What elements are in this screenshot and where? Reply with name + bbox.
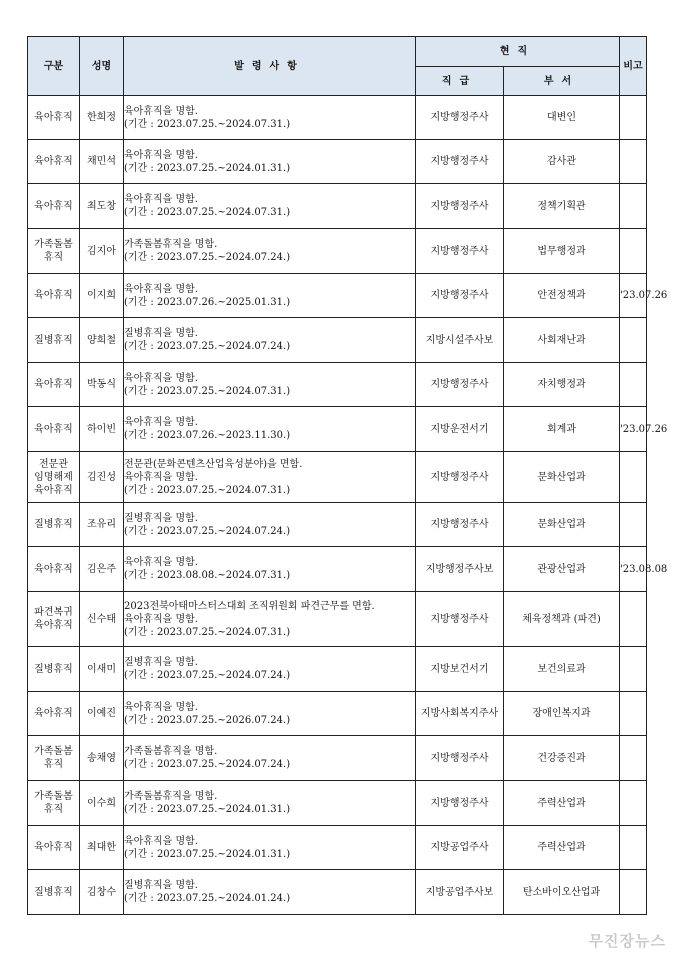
category-line: 파견복귀 [34, 607, 73, 618]
cell-department: 탄소바이오산업과 [504, 870, 620, 915]
cell-name: 채민석 [80, 140, 124, 184]
cell-rank: 지방시설주사보 [416, 318, 504, 363]
cell-department: 자치행정과 [504, 363, 620, 407]
cell-department: 건강증진과 [504, 736, 620, 781]
cell-category [28, 592, 80, 647]
header-order: 발령사항 [124, 37, 416, 96]
cell-category [28, 318, 80, 363]
cell-note [620, 592, 647, 647]
category-line: 휴직 [43, 759, 64, 770]
cell-name: 조유리 [80, 503, 124, 547]
category-line: 전문관 [39, 458, 68, 470]
cell-order [124, 229, 416, 274]
cell-rank: 지방행정주사 [416, 592, 504, 647]
order-line: (기간 : 2023.07.25.~2024.01.31.) [124, 804, 291, 815]
table-row [28, 781, 647, 826]
cell-order [124, 503, 416, 547]
order-line: 육아휴직을 명함. [124, 835, 198, 847]
category-line: 가족돌봄 [34, 746, 73, 757]
cell-department: 법무행정과 [504, 229, 620, 274]
cell-note [620, 229, 647, 274]
table-row [28, 647, 647, 692]
cell-category [28, 140, 80, 184]
cell-note [620, 870, 647, 915]
header-current-position: 현직 [416, 37, 620, 67]
cell-rank: 지방사회복지주사 [416, 692, 504, 736]
cell-department: 회계과 [504, 407, 620, 452]
cell-name: 하이빈 [80, 407, 124, 452]
cell-name: 양희철 [80, 318, 124, 363]
table-row [28, 363, 647, 407]
cell-name: 최도창 [80, 184, 124, 229]
cell-department: 장애인복지과 [504, 692, 620, 736]
cell-note [620, 781, 647, 826]
cell-name: 박동식 [80, 363, 124, 407]
cell-rank: 지방공업주사 [416, 826, 504, 870]
category-line: 육아휴직 [34, 112, 73, 123]
cell-order [124, 184, 416, 229]
order-line: (기간 : 2023.08.08.~2024.07.31.) [124, 570, 291, 581]
cell-category [28, 363, 80, 407]
cell-name: 김은주 [80, 547, 124, 592]
cell-note [620, 452, 647, 503]
cell-rank: 지방공업주사보 [416, 870, 504, 915]
category-line: 휴직 [43, 804, 64, 815]
order-line: 육아휴직을 명함. [124, 613, 198, 625]
cell-note [620, 503, 647, 547]
order-line: (기간 : 2023.07.25.~2024.01.31.) [124, 848, 291, 860]
cell-name: 이수희 [80, 781, 124, 826]
cell-rank: 지방행정주사 [416, 96, 504, 140]
news-watermark: 무진장뉴스 [588, 932, 666, 950]
table-row [28, 229, 647, 274]
cell-category [28, 870, 80, 915]
cell-department: 보건의료과 [504, 647, 620, 692]
cell-note [620, 184, 647, 229]
cell-category [28, 184, 80, 229]
order-line: (기간 : 2023.07.25.~2024.07.31.) [124, 484, 291, 496]
cell-order [124, 274, 416, 318]
cell-department: 안전정책과 [504, 274, 620, 318]
cell-name: 김창수 [80, 870, 124, 915]
table-row [28, 274, 647, 318]
cell-rank: 지방행정주사 [416, 184, 504, 229]
order-line: (기간 : 2023.07.25.~2024.07.31.) [124, 118, 291, 130]
table-row [28, 503, 647, 547]
cell-department: 체육정책과 (파견) [504, 592, 620, 647]
cell-rank: 지방행정주사보 [416, 547, 504, 592]
table-row [28, 407, 647, 452]
category-line: 육아휴직 [34, 200, 73, 212]
order-line: 육아휴직을 명함. [124, 372, 198, 384]
cell-order [124, 647, 416, 692]
cell-name: 한희정 [80, 96, 124, 140]
order-line: (기간 : 2023.07.25.~2024.07.24.) [124, 252, 291, 263]
cell-order [124, 452, 416, 503]
table-row [28, 184, 647, 229]
cell-department: 사회재난과 [504, 318, 620, 363]
order-line: (기간 : 2023.07.25.~2024.07.24.) [124, 341, 291, 352]
order-line: (기간 : 2023.07.25.~2024.07.31.) [124, 626, 291, 638]
cell-category [28, 736, 80, 781]
cell-name: 김지아 [80, 229, 124, 274]
order-line: 육아휴직을 명함. [124, 701, 198, 713]
order-line: (기간 : 2023.07.26.~2023.11.30.) [124, 430, 291, 441]
cell-rank: 지방행정주사 [416, 503, 504, 547]
cell-note [620, 318, 647, 363]
cell-category [28, 547, 80, 592]
cell-order [124, 781, 416, 826]
cell-note [620, 140, 647, 184]
category-line: 휴직 [43, 252, 64, 263]
cell-category [28, 503, 80, 547]
category-line: 질병휴직 [34, 334, 73, 346]
cell-note: '23.08.08 [620, 547, 647, 592]
cell-category [28, 274, 80, 318]
category-line: 육아휴직 [34, 423, 73, 435]
cell-department: 문화산업과 [504, 503, 620, 547]
cell-rank: 지방운전서기 [416, 407, 504, 452]
cell-order [124, 547, 416, 592]
order-line: 전문관(문화콘텐츠산업육성분야)을 면함. [124, 458, 303, 470]
cell-rank: 지방행정주사 [416, 140, 504, 184]
cell-order [124, 692, 416, 736]
cell-rank: 지방행정주사 [416, 452, 504, 503]
table-row [28, 318, 647, 363]
table-row [28, 592, 647, 647]
cell-order [124, 140, 416, 184]
cell-note [620, 692, 647, 736]
table-row [28, 96, 647, 140]
table-row [28, 140, 647, 184]
cell-rank: 지방행정주사 [416, 274, 504, 318]
cell-order [124, 318, 416, 363]
order-line: (기간 : 2023.07.26.~2025.01.31.) [124, 296, 291, 308]
category-line: 육아휴직 [34, 379, 73, 390]
table-row [28, 547, 647, 592]
order-line: 육아휴직을 명함. [124, 149, 198, 161]
cell-order [124, 363, 416, 407]
order-line: 가족돌봄휴직을 명함. [124, 791, 218, 802]
category-line: 질병휴직 [34, 663, 73, 675]
cell-order [124, 736, 416, 781]
cell-category [28, 229, 80, 274]
cell-category [28, 407, 80, 452]
cell-note [620, 363, 647, 407]
cell-note [620, 736, 647, 781]
order-line: (기간 : 2023.07.25.~2024.07.31.) [124, 207, 291, 218]
table-row [28, 870, 647, 915]
order-line: 질병휴직을 명함. [124, 512, 198, 524]
table-body [28, 96, 668, 915]
cell-name: 신수태 [80, 592, 124, 647]
cell-rank: 지방행정주사 [416, 363, 504, 407]
cell-order [124, 826, 416, 870]
category-line: 가족돌봄 [34, 239, 73, 250]
cell-category [28, 452, 80, 503]
order-line: 육아휴직을 명함. [124, 194, 198, 205]
personnel-order-table [27, 36, 668, 915]
cell-category [28, 826, 80, 870]
category-line: 질병휴직 [34, 519, 73, 530]
order-line: (기간 : 2023.07.25.~2024.07.24.) [124, 759, 291, 770]
cell-name: 김진성 [80, 452, 124, 503]
cell-department: 문화산업과 [504, 452, 620, 503]
category-line: 육아휴직 [34, 156, 73, 167]
cell-order [124, 407, 416, 452]
header-category: 구분 [28, 37, 80, 96]
order-line: 질병휴직을 명함. [124, 657, 198, 668]
table-row [28, 452, 647, 503]
cell-department: 주력산업과 [504, 826, 620, 870]
cell-name: 송채영 [80, 736, 124, 781]
order-line: 육아휴직을 명함. [124, 105, 198, 117]
cell-category [28, 647, 80, 692]
order-line: 가족돌봄휴직을 명함. [124, 746, 218, 757]
cell-rank: 지방행정주사 [416, 781, 504, 826]
category-line: 육아휴직 [34, 484, 73, 496]
order-line: 질병휴직을 명함. [124, 880, 198, 891]
cell-order [124, 870, 416, 915]
cell-category [28, 781, 80, 826]
category-line: 가족돌봄 [34, 791, 73, 802]
cell-department: 관광산업과 [504, 547, 620, 592]
order-line: 육아휴직을 명함. [124, 471, 198, 483]
header-note: 비고 [620, 37, 647, 96]
header-department: 부서 [504, 67, 620, 96]
order-line: (기간 : 2023.07.25.~2024.07.31.) [124, 385, 291, 397]
cell-note [620, 647, 647, 692]
order-line: 질병휴직을 명함. [124, 328, 198, 339]
cell-rank: 지방보건서기 [416, 647, 504, 692]
cell-name: 최대한 [80, 826, 124, 870]
order-line: (기간 : 2023.07.25.~2024.01.24.) [124, 893, 291, 904]
order-line: 2023전북아태마스터스대회 조직위원회 파견근무를 면함. [124, 600, 375, 612]
table-row [28, 736, 647, 781]
cell-department: 감사관 [504, 140, 620, 184]
cell-rank: 지방행정주사 [416, 736, 504, 781]
cell-order [124, 96, 416, 140]
cell-note [620, 826, 647, 870]
order-line: 육아휴직을 명함. [124, 417, 198, 428]
order-line: (기간 : 2023.07.25.~2024.07.24.) [124, 670, 291, 681]
order-line: 육아휴직을 명함. [124, 557, 198, 568]
order-line: (기간 : 2023.07.25.~2024.07.24.) [124, 525, 291, 537]
cell-department: 주력산업과 [504, 781, 620, 826]
header-name: 성명 [80, 37, 124, 96]
category-line: 육아휴직 [34, 563, 73, 575]
order-line: (기간 : 2023.07.25.~2024.01.31.) [124, 162, 291, 174]
table-row [28, 692, 647, 736]
cell-department: 정책기획관 [504, 184, 620, 229]
order-line: 육아휴직을 명함. [124, 283, 198, 295]
cell-department: 대변인 [504, 96, 620, 140]
order-line: 가족돌봄휴직을 명함. [124, 239, 218, 250]
category-line: 임명해제 [34, 471, 73, 483]
category-line: 육아휴직 [34, 708, 73, 719]
cell-category [28, 692, 80, 736]
cell-note [620, 96, 647, 140]
cell-rank: 지방행정주사 [416, 229, 504, 274]
table-row [28, 826, 647, 870]
cell-note: '23.07.26 [620, 407, 647, 452]
category-line: 육아휴직 [34, 842, 73, 853]
category-line: 질병휴직 [34, 886, 73, 898]
cell-note: '23.07.26 [620, 274, 647, 318]
category-line: 육아휴직 [34, 620, 73, 631]
cell-name: 이새미 [80, 647, 124, 692]
order-line: (기간 : 2023.07.25.~2026.07.24.) [124, 714, 291, 726]
cell-category [28, 96, 80, 140]
cell-name: 이예진 [80, 692, 124, 736]
category-line: 육아휴직 [34, 290, 73, 301]
cell-name: 이지희 [80, 274, 124, 318]
header-rank: 직급 [416, 67, 504, 96]
cell-order [124, 592, 416, 647]
